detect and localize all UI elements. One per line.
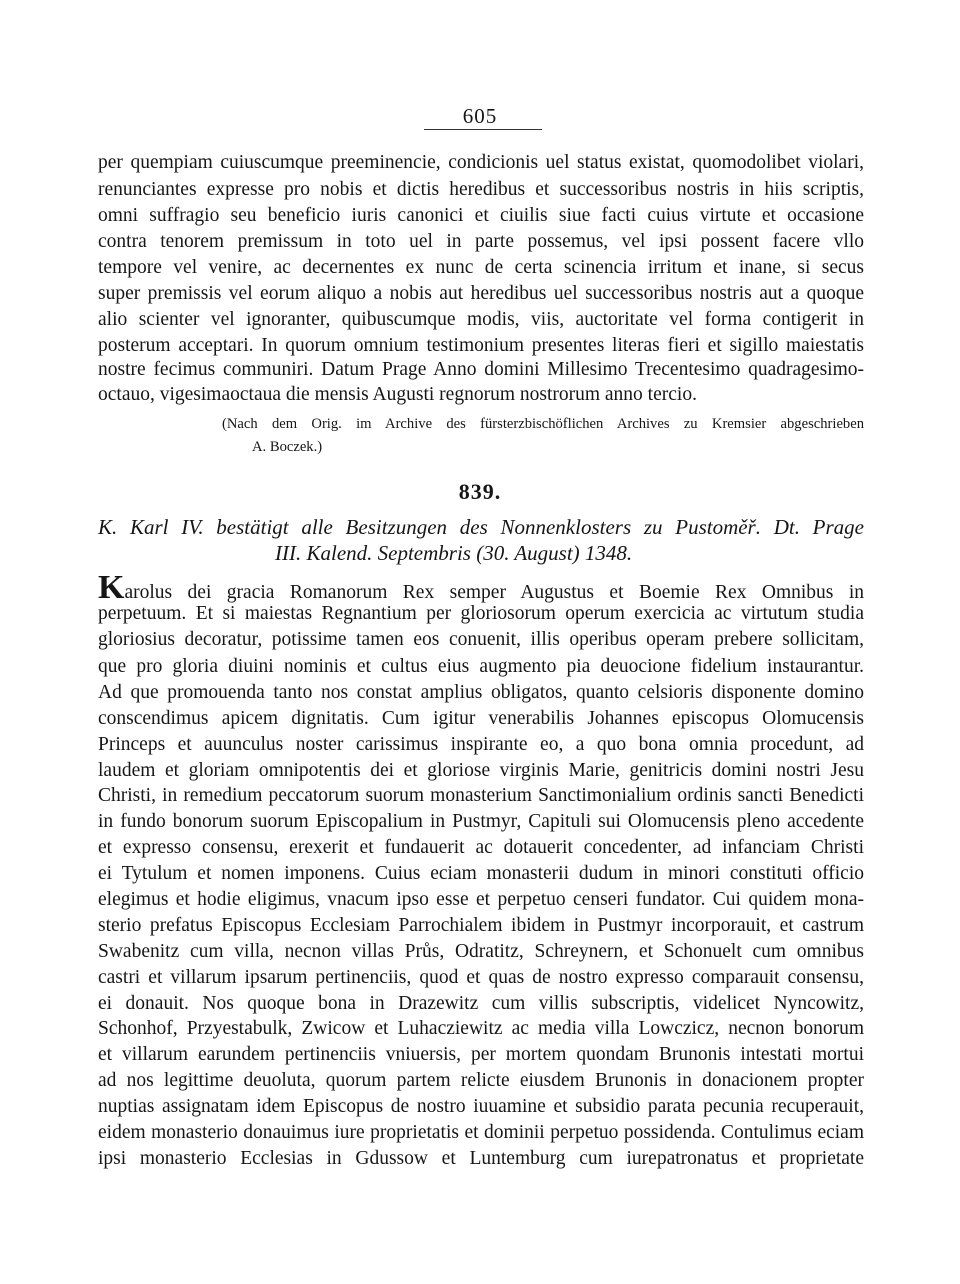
body-line: gloriosius decoratur, potissime tamen eos conuenit, illis operibus operam prebere sollicitam, [98,629,864,650]
body-line: perpetuum. Et si maiestas Regnantium per gloriosorum operum exercicia ac virtutum studia [98,603,864,624]
body-line: octauo, vigesimaoctaua die mensis Augusti regnorum nostrorum anno tercio. [98,384,697,405]
body-line: eidem monasterio donauimus iure proprietatis et dominii perpetuo possidenda. Contulimus eciam [98,1122,864,1143]
body-line: posterum acceptari. In quorum omnium testimonium presentes literas fieri et sigillo maiestatis [98,335,864,356]
initial-letter: K [98,569,125,606]
body-line: laudem et gloriam omnipotentis dei et gloriose virginis Marie, genitricis domini nostri Jesu [98,760,864,781]
body-line: Ad que promouenda tanto nos constat amplius obligatos, quanto celsioris disponente domino [98,682,864,703]
body-line: ad nos legittime deuoluta, quorum partem relicte eiusdem Brunonis in donacionem propter [98,1070,864,1091]
body-line: in fundo bonorum suorum Episcopalium in Pustmyr, Capituli sui Olomucensis pleno accedente [98,811,864,832]
body-line: conscendimus apicem dignitatis. Cum igitur venerabilis Johannes episcopus Olomucensis [98,708,864,729]
body-line: castri et villarum ipsarum pertinenciis, quod et quas de nostro expresso comparauit consensu, [98,967,864,988]
body-line: contra tenorem premissum in toto uel in parte possemus, vel ipsi possent facere vllo [98,231,864,252]
document-heading: K. Karl IV. bestätigt alle Besitzungen des Nonnenklosters zu Pustoměř. Dt. Prage [98,515,864,539]
body-line: tempore vel venire, ac decernentes ex nunc de certa scinencia irritum et inane, si secus [98,257,864,278]
first-line-text: arolus dei gracia Romanorum Rex semper Augustus et Boemie Rex Omnibus in [124,582,864,603]
source-note: (Nach dem Orig. im Archive des fürsterzbischöflichen Archives zu Kremsier abgeschrieben [222,416,864,432]
body-line: ei donauit. Nos quoque bona in Drazewitz cum villis subscriptis, videlicet Nyncowitz, [98,993,864,1014]
body-line: ipsi monasterio Ecclesias in Gdussow et Luntemburg cum iurepatronatus et proprietate [98,1148,864,1169]
body-line: et villarum earundem pertinenciis vniuersis, per mortem quondam Brunonis intestati mortui [98,1044,864,1065]
body-line: nuptias assignatam idem Episcopus de nostro iuuamine et subsidio parata pecunia recuperauit, [98,1096,864,1117]
body-line: nostre fecimus communiri. Datum Prage Anno domini Millesimo Trecentesimo quadragesimo- [98,359,864,380]
document-heading-date: III. Kalend. Septembris (30. August) 1348. [275,541,633,565]
page-number-rule [424,129,542,130]
body-line: Christi, in remedium peccatorum suorum monasterium Sanctimonialium ordinis sancti Benedicti [98,785,864,806]
body-line: ei Tytulum et nomen imponens. Cuius eciam monasterii dudum in minori constituti officio [98,863,864,884]
source-note-signature: A. Boczek.) [252,439,323,455]
body-line: Schonhof, Przyestabulk, Zwicow et Luhacziewitz ac media villa Lowczicz, necnon bonorum [98,1018,864,1039]
body-line: elegimus et hodie eligimus, vnacum ipso esse et perpetuo censeri fundator. Cui quidem mona- [98,889,864,910]
page-number: 605 [462,104,498,128]
body-line: renunciantes expresse pro nobis et dictis heredibus et successoribus nostris in hiis scriptis, [98,179,864,200]
body-line: super premissis vel eorum aliquo a nobis aut heredibus uel successoribus nostris aut a quoque [98,283,864,304]
body-line: et expresso consensu, erexerit et fundauerit ac dotauerit concedenter, ad infanciam Christi [98,837,864,858]
body-line: Swabenitz cum villa, necnon villas Průs, Odratitz, Schreynern, et Schonuelt cum omnibus [98,941,864,962]
body-line: Princeps et auunculus noster carissimus inspirante eo, a quo bona omnia procedunt, ad [98,734,864,755]
body-line: que pro gloria diuini nominis et cultus eius augmento pia deuocione fidelium instaurantur. [98,656,864,677]
body-line: per quempiam cuiuscumque preeminencie, condicionis uel status existat, quomodolibet violari, [98,152,864,173]
document-number: 839. [458,479,502,504]
body-line: omni suffragio seu beneficio iuris canonici et ciuilis siue facti cuius virtute et occasione [98,205,864,226]
body-line: sterio prefatus Episcopus Ecclesiam Parrochialem ibidem in Pustmyr incorporauit, et castrum [98,915,864,936]
body-line: alio scienter vel ignoranter, quibuscumque modis, viis, auctoritate vel forma contigerit in [98,309,864,330]
